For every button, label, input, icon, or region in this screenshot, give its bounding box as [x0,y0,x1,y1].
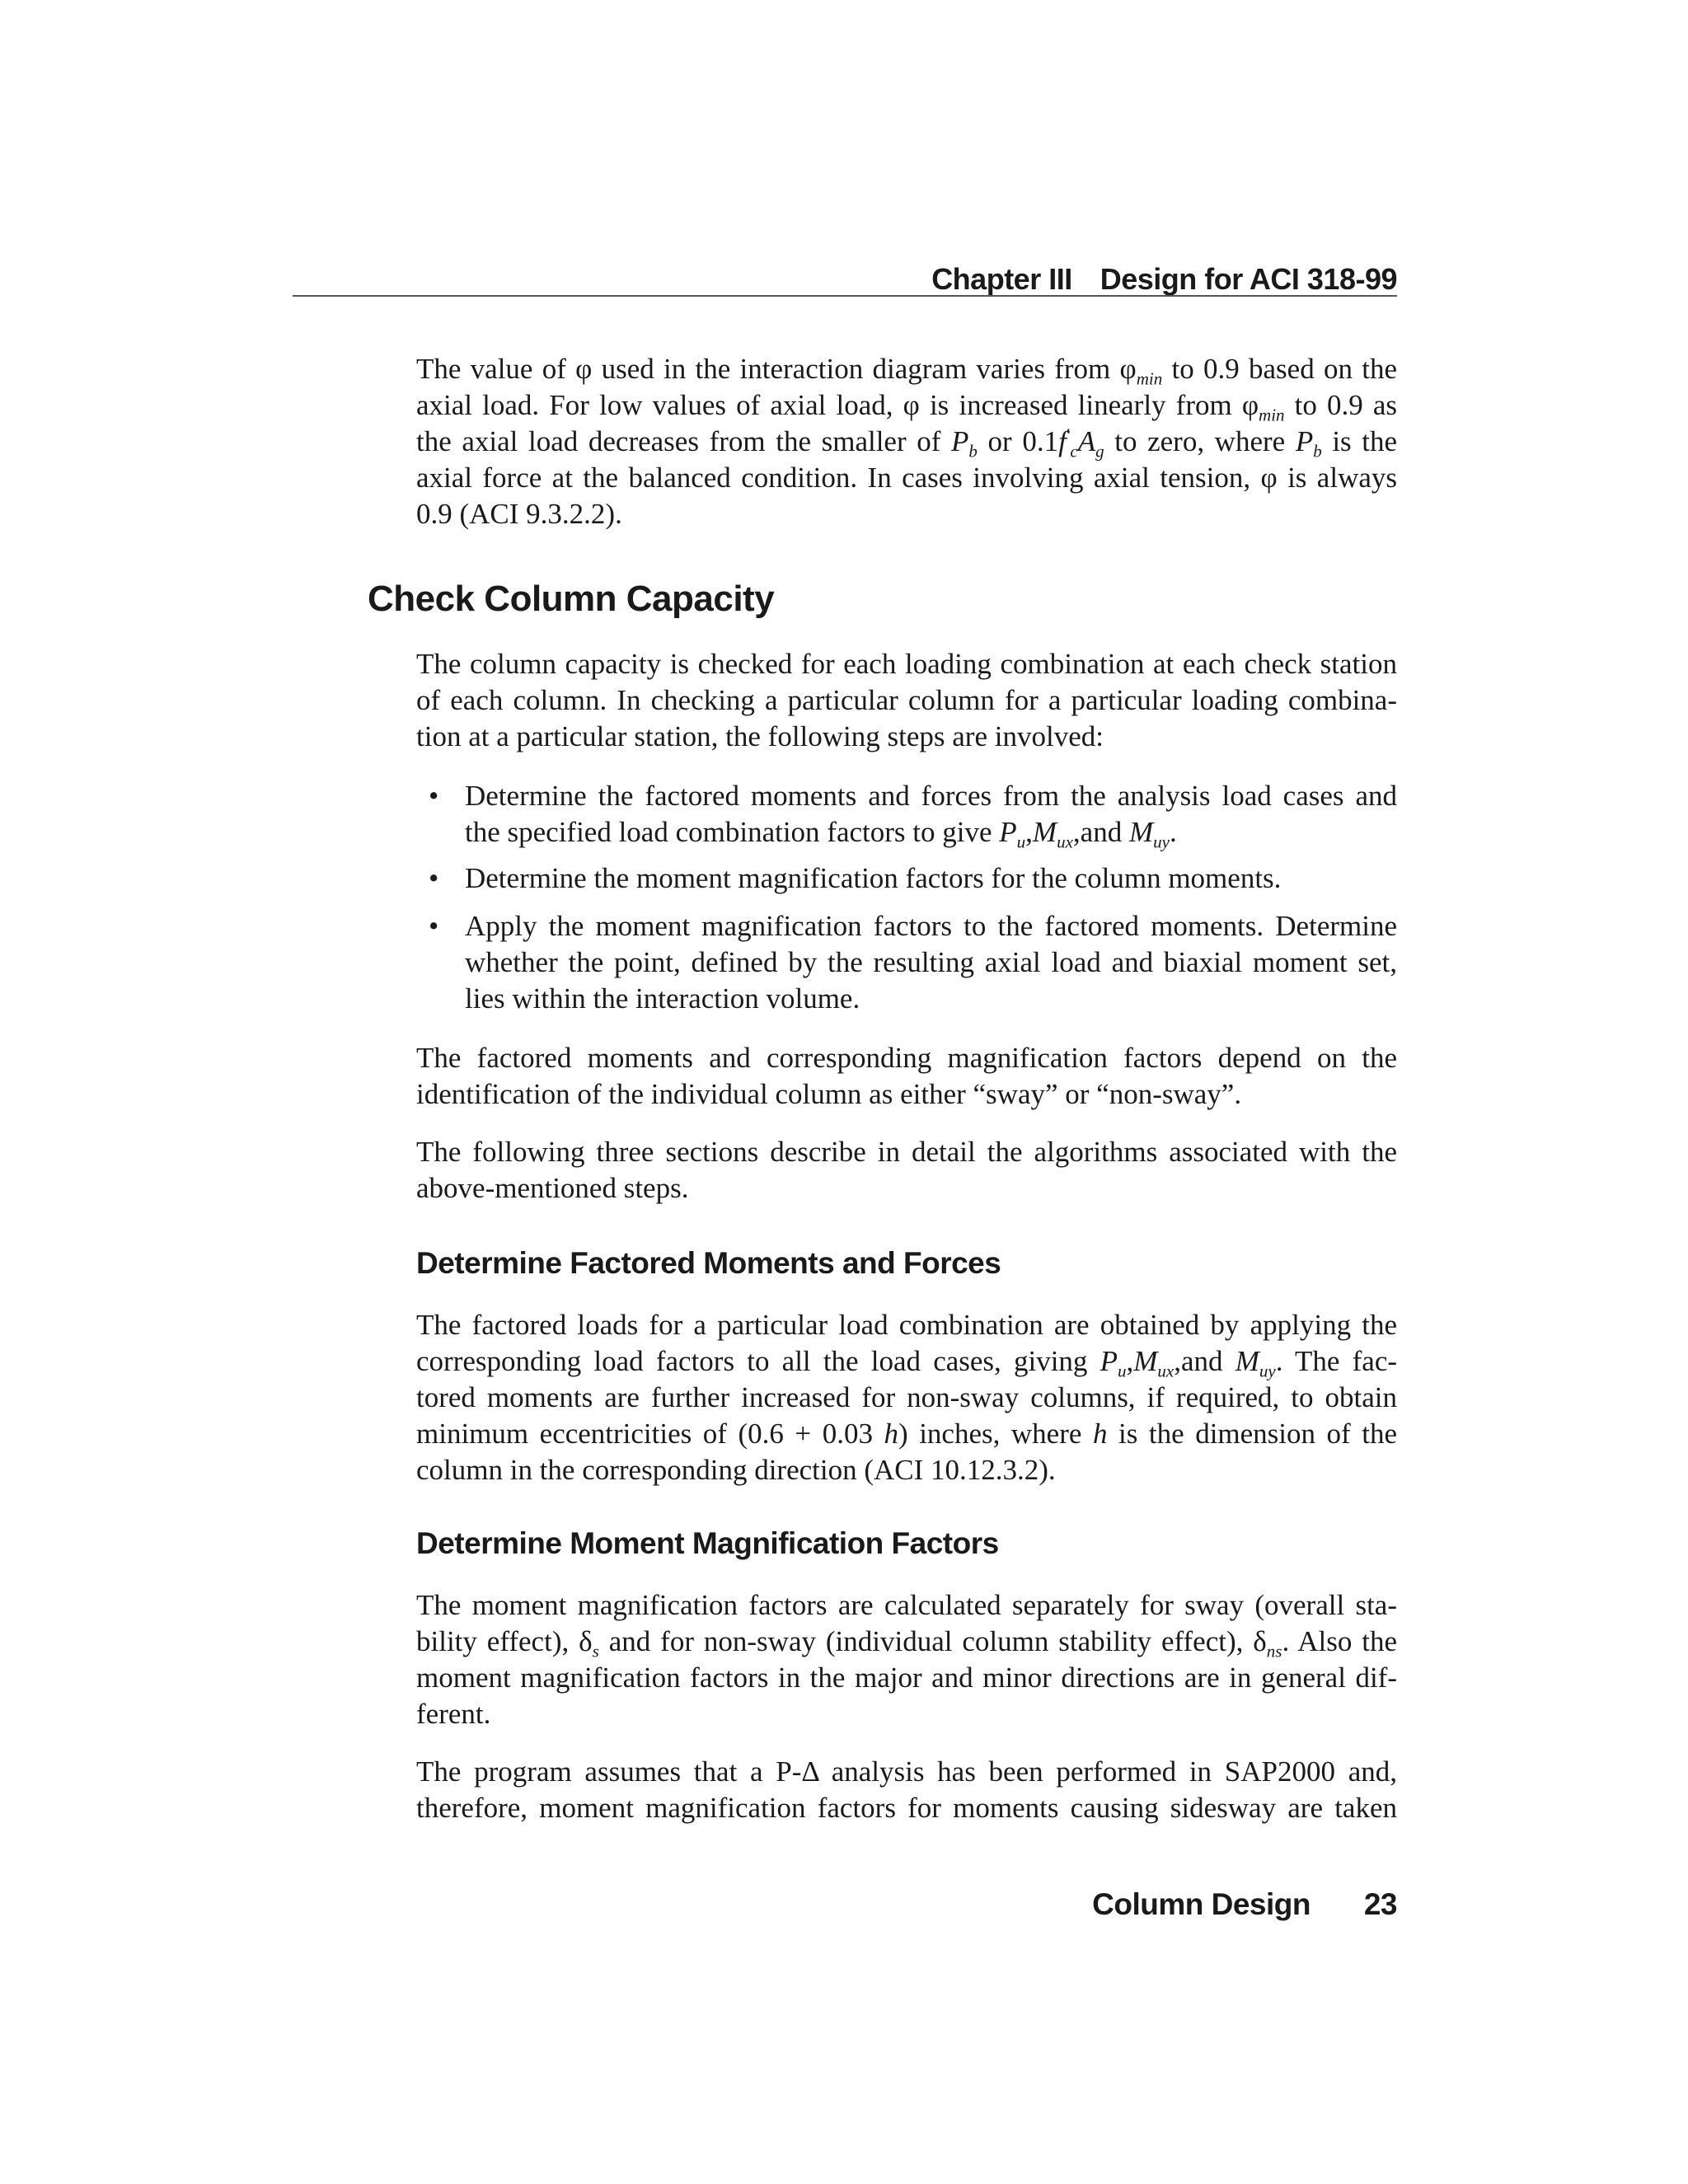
chapter-label: Chapter III [931,262,1072,296]
sway-paragraph: The factored moments and corresponding magnification factors depend on the identification of the individual column as either “sway” or “non-sway”. [416,1042,1397,1110]
capacity-paragraph: The column capacity is checked for each loading combination at each check station of each column. In checking a particular column for a particular loading combina- tion at a particular station, the following steps are involved: [416,648,1397,752]
subsection-heading-magnification: Determine Moment Magnification Factors [416,1526,999,1560]
intro-paragraph: The value of φ used in the interaction diagram varies from $\varphi_{min}$ to 0.9 based on the axial load. For low values of axial load, φ is increased linearly from $\varphi_{min}$ to 0.9 as the axial load decreases from the smaller of $P_b$ or $0.1f'_cA_g$ to zero, where $P_b$ is the axial force at the balanced condition. In cases involving axial tension, φ is always 0.9 (ACI 9.3.2.2). [416,353,1398,530]
bullet-item-2: Determine the moment magnification factors for the column moments. [465,862,1282,894]
following-paragraph: The following three sections describe in detail the algorithms associated with the above-mentioned steps. [416,1136,1397,1204]
program-paragraph: The program assumes that a P-Δ analysis has been performed in SAP2000 and, therefore, moment magnification factors for moments causing sidesway are taken [416,1755,1397,1824]
bullet-mark: • [429,862,439,894]
section-heading: Check Column Capacity [368,579,775,619]
magnification-paragraph: The moment magnification factors are calculated separately for sway (overall sta- bility effect), $\delta_s$ and for non-sway (individual column stability effect), $\delta_{ns}$. Also the moment magnification factors in the major and minor directions are in general dif- ferent. [416,1589,1398,1730]
footer-section: Column Design [1092,1887,1311,1921]
running-header [293,262,1397,297]
bullet-mark: • [429,780,439,812]
bullet-item-3: Apply the moment magnification factors to the factored moments. Determine whether the point, defined by the resulting axial load and biaxial moment set, lies within the interaction volume. [465,910,1397,1015]
bullet-mark: • [429,910,439,942]
subsection-heading-factored: Determine Factored Moments and Forces [416,1246,1001,1280]
factored-paragraph: The factored loads for a particular load combination are obtained by applying the corresponding load factors to all the load cases, giving $P_u,M_{ux},and$ $M_{uy}$. The fac- tored moments are further increased for non-sway columns, if required, to obtain minimum eccentricities of (0.6 + 0.03 h) inches, where h is the dimension of the column in the corresponding direction (ACI 10.12.3.2). [416,1309,1398,1486]
page-number: 23 [1363,1887,1397,1921]
header-rule [293,295,1397,297]
bullet-item-1: Determine the factored moments and forces from the analysis load cases and the specified load combination factors to give $P_u,M_{ux},and$ $M_{uy}$. [465,780,1397,852]
chapter-title: Design for ACI 318-99 [1100,262,1397,296]
